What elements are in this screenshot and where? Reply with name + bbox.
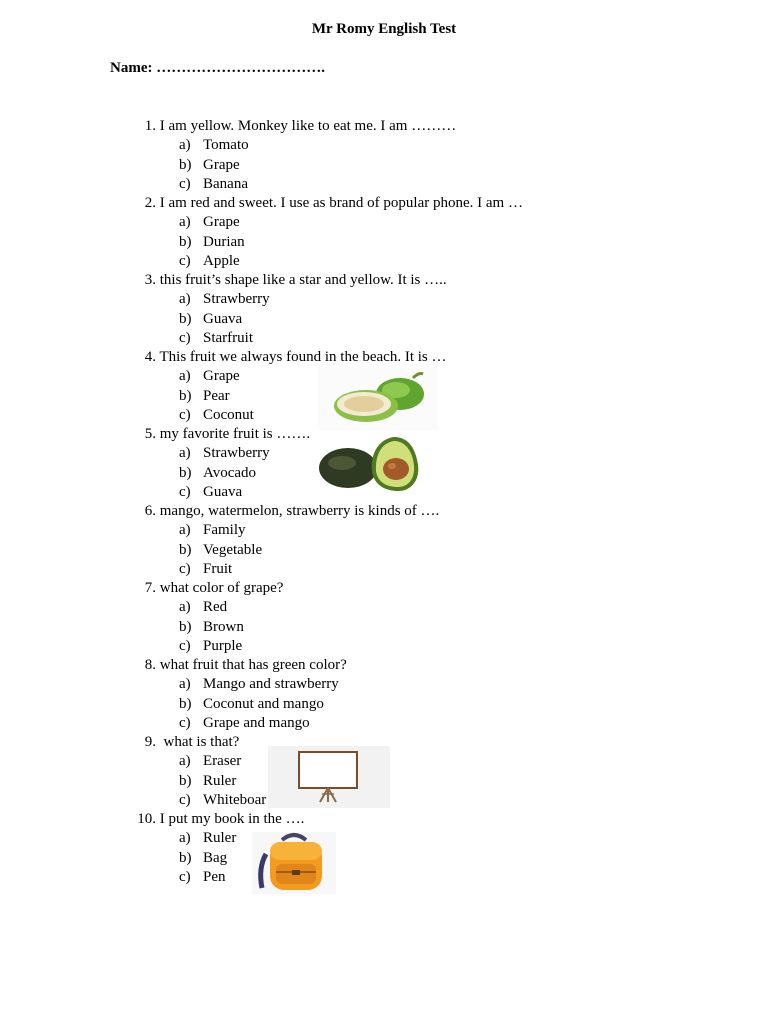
option-4c [179, 407, 254, 424]
option-letter: c) [179, 792, 191, 808]
question-number: 2. [144, 195, 156, 211]
option-letter: b) [179, 157, 192, 173]
question-4 [130, 349, 447, 366]
option-5c [179, 484, 242, 501]
option-7a [179, 599, 227, 616]
option-text: Guava [203, 484, 243, 500]
question-9 [130, 734, 239, 751]
question-6 [130, 503, 439, 520]
option-text: Brown [203, 619, 244, 635]
option-3c [179, 330, 253, 347]
option-text: Tomato [203, 137, 249, 153]
option-letter: b) [179, 850, 192, 866]
whiteboard-image [268, 746, 390, 808]
option-text: Apple [203, 253, 240, 269]
name-field-label: Name: ……………………………. [110, 60, 325, 76]
question-number: 4. [144, 349, 156, 365]
option-text: Strawberry [203, 291, 270, 307]
option-letter: b) [179, 311, 192, 327]
option-6b [179, 542, 262, 559]
question-10 [130, 811, 304, 828]
option-text: Ruler [203, 830, 237, 846]
option-text: Starfruit [203, 330, 253, 346]
option-8a [179, 676, 339, 693]
option-letter: b) [179, 542, 192, 558]
option-8c [179, 715, 310, 732]
avocado-image [318, 433, 422, 493]
option-letter: a) [179, 445, 191, 461]
question-number: 1. [144, 118, 156, 134]
question-text: my favorite fruit is ……. [159, 426, 311, 442]
option-5b [179, 465, 256, 482]
option-10a [179, 830, 236, 847]
option-text: Coconut [203, 407, 254, 423]
option-10c [179, 869, 226, 886]
option-2b [179, 234, 245, 251]
option-text: Bag [203, 850, 228, 866]
option-text: Guava [203, 311, 243, 327]
option-7b [179, 619, 244, 636]
option-text: Vegetable [203, 542, 263, 558]
option-letter: c) [179, 869, 191, 885]
option-text: Family [203, 522, 246, 538]
question-text: what fruit that has green color? [159, 657, 347, 673]
option-text: Mango and strawberry [203, 676, 339, 692]
option-letter: a) [179, 368, 191, 384]
option-text: Whiteboar [203, 792, 267, 808]
option-text: Eraser [203, 753, 242, 769]
option-letter: b) [179, 773, 192, 789]
option-text: Avocado [203, 465, 257, 481]
option-9b [179, 773, 236, 790]
question-text: this fruit’s shape like a star and yellow. It is ….. [159, 272, 447, 288]
option-letter: c) [179, 715, 191, 731]
question-text: what is that? [159, 734, 240, 750]
question-number: 10. [137, 811, 156, 827]
option-text: Ruler [203, 773, 237, 789]
option-letter: c) [179, 253, 191, 269]
option-letter: b) [179, 696, 192, 712]
option-letter: c) [179, 330, 191, 346]
option-letter: a) [179, 753, 191, 769]
option-text: Red [203, 599, 228, 615]
option-letter: b) [179, 619, 192, 635]
option-10b [179, 850, 227, 867]
option-text: Banana [203, 176, 248, 192]
option-5a [179, 445, 270, 462]
option-text: Durian [203, 234, 245, 250]
option-letter: c) [179, 561, 191, 577]
option-letter: a) [179, 830, 191, 846]
option-3b [179, 311, 242, 328]
page-title: Mr Romy English Test [311, 21, 457, 37]
option-4b [179, 388, 230, 405]
option-2c [179, 253, 240, 270]
option-letter: c) [179, 407, 191, 423]
option-letter: a) [179, 214, 191, 230]
option-text: Grape [203, 214, 240, 230]
option-8b [179, 696, 324, 713]
option-text: Grape and mango [203, 715, 310, 731]
option-text: Fruit [203, 561, 233, 577]
question-text: what color of grape? [159, 580, 284, 596]
option-letter: a) [179, 522, 191, 538]
question-number: 5. [144, 426, 156, 442]
option-letter: b) [179, 388, 192, 404]
question-text: I put my book in the …. [159, 811, 305, 827]
question-8 [130, 657, 347, 674]
backpack-image [252, 832, 336, 894]
option-9a [179, 753, 241, 770]
question-3 [130, 272, 447, 289]
option-9c [179, 792, 266, 809]
option-letter: b) [179, 234, 192, 250]
option-text: Grape [203, 157, 240, 173]
option-text: Pen [203, 869, 226, 885]
option-1b [179, 157, 240, 174]
question-number: 3. [144, 272, 156, 288]
option-text: Grape [203, 368, 240, 384]
option-3a [179, 291, 270, 308]
option-letter: a) [179, 599, 191, 615]
option-letter: b) [179, 465, 192, 481]
question-number: 6. [144, 503, 156, 519]
option-letter: a) [179, 137, 191, 153]
question-7 [130, 580, 283, 597]
option-letter: a) [179, 676, 191, 692]
option-letter: a) [179, 291, 191, 307]
option-letter: c) [179, 176, 191, 192]
option-letter: c) [179, 484, 191, 500]
question-2 [130, 195, 523, 212]
question-text: mango, watermelon, strawberry is kinds of …. [159, 503, 440, 519]
option-text: Strawberry [203, 445, 270, 461]
question-1 [130, 118, 456, 135]
question-text: I am red and sweet. I use as brand of popular phone. I am … [159, 195, 523, 211]
option-2a [179, 214, 240, 231]
question-number: 9. [144, 734, 156, 750]
option-1a [179, 137, 249, 154]
question-number: 7. [144, 580, 156, 596]
option-text: Purple [203, 638, 243, 654]
option-text: Coconut and mango [203, 696, 324, 712]
option-text: Pear [203, 388, 230, 404]
coconut-image [318, 368, 438, 430]
option-1c [179, 176, 248, 193]
option-4a [179, 368, 240, 385]
option-6a [179, 522, 246, 539]
question-text: I am yellow. Monkey like to eat me. I am ……… [159, 118, 457, 134]
option-6c [179, 561, 232, 578]
option-letter: c) [179, 638, 191, 654]
option-7c [179, 638, 242, 655]
question-text: This fruit we always found in the beach. It is … [159, 349, 447, 365]
question-5 [130, 426, 310, 443]
question-number: 8. [144, 657, 156, 673]
